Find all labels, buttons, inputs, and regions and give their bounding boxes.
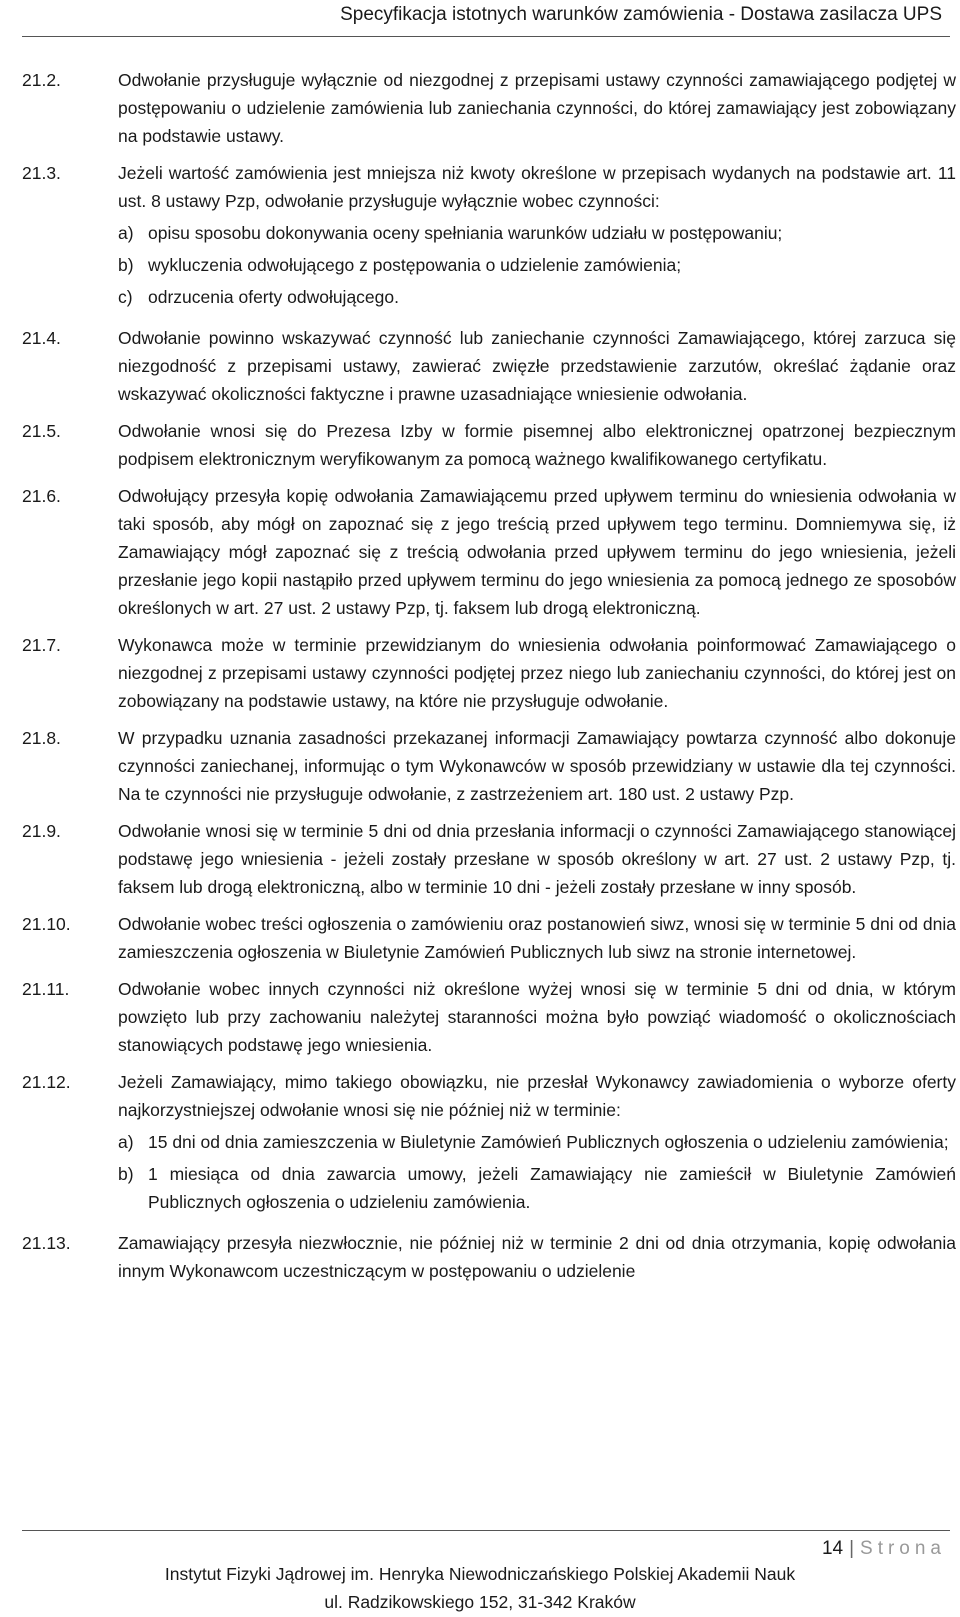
section-body [118,631,956,715]
section-body [118,324,956,408]
section-number: 21.10. [22,914,71,934]
sub-item [118,251,956,279]
section-text: Zamawiający przesyła niezwłocznie, nie później niż w terminie 2 dni od dnia otrzymania, kopię odwołania innym Wykonawcom uczestniczącym w postępowaniu o udzielenie [118,1233,956,1281]
section-text: Jeżeli wartość zamówienia jest mniejsza niż kwoty określone w przepisach wydanych na podstawie art. 11 ust. 8 ustawy Pzp, odwołanie przysługuje wyłącznie wobec czynności: [118,163,956,211]
section-number: 21.6. [22,486,61,506]
section-text: Odwołujący przesyła kopię odwołania Zamawiającemu przed upływem terminu do wniesienia odwołania w taki sposób, aby mógł on zapoznać się z jego treścią przed upływem tego terminu. Domniemywa się, iż Zamawiający mógł zapoznać się z treścią odwołania przed upływem terminu do jego wniesienia, jeżeli przesłanie jego kopii nastąpiło przed upływem terminu do jego wniesienia za pomocą jednego ze sposobów określonych w art. 27 ust. 2 ustawy Pzp, tj. faksem lub drogą elektroniczną. [118,486,956,618]
section-number: 21.3. [22,163,61,183]
sub-item-text: odrzucenia oferty odwołującego. [148,287,399,307]
section-body [118,724,956,808]
page-number-block [822,1538,946,1560]
section-item [22,631,956,715]
section-number: 21.9. [22,821,61,841]
section-body [118,417,956,473]
section-number: 21.11. [22,979,70,999]
section-body [118,66,956,150]
section-number: 21.8. [22,728,61,748]
page-separator: | [849,1538,855,1559]
sub-item-text: 1 miesiąca od dnia zawarcia umowy, jeżeli Zamawiający nie zamieścił w Biuletynie Zamówień Publicznych ogłoszenia o udzieleniu zamówienia. [148,1164,956,1212]
section-text: Odwołanie przysługuje wyłącznie od niezgodnej z przepisami ustawy czynności zamawiającego podjętej w postępowaniu o udzielenie zamówienia lub zaniechania czynności, do której zamawiający jest zobowiązany na podstawie ustawy. [118,70,956,146]
sub-item [118,219,956,247]
section-text: Jeżeli Zamawiający, mimo takiego obowiązku, nie przesłał Wykonawcy zawiadomienia o wyborze oferty najkorzystniejszej odwołanie wnosi się nie później niż w terminie: [118,1072,956,1120]
page-number: 14 [821,1538,844,1559]
sub-item [118,283,956,311]
section-number: 21.2. [22,70,61,90]
section-text: Wykonawca może w terminie przewidzianym do wniesienia odwołania poinformować Zamawiającego o niezgodnej z przepisami ustawy czynności podjętej przez niego lub zaniechaniu czynności, do której jest on zobowiązany na podstawie ustawy, na które nie przysługuje odwołanie. [118,635,956,711]
document-body [22,66,956,1294]
section-number: 21.4. [22,328,61,348]
section-text: Odwołanie wnosi się do Prezesa Izby w formie pisemnej albo elektronicznej opatrzonej bezpiecznym podpisem elektronicznym weryfikowanym za pomocą ważnego kwalifikowanego certyfikatu. [118,421,956,469]
section-number: 21.7. [22,635,61,655]
page-header [0,0,960,38]
sub-item [118,1128,956,1156]
sub-item-text: opisu sposobu dokonywania oceny spełniania warunków udziału w postępowaniu; [148,223,783,243]
document-title: Specyfikacja istotnych warunków zamówienia - Dostawa zasilacza UPS [340,4,942,25]
section-text: Odwołanie wnosi się w terminie 5 dni od dnia przesłania informacji o czynności Zamawiającego stanowiącej podstawę jego wniesienia - jeżeli zostały przesłane w sposób określony w art. 27 ust. 2 ustawy Pzp, tj. faksem lub drogą elektroniczną, albo w terminie 10 dni - jeżeli zostały przesłane w inny sposób. [118,821,956,897]
sub-item-text: wykluczenia odwołującego z postępowania o udzielenie zamówienia; [148,255,682,275]
institution-name: Instytut Fizyki Jądrowej im. Henryka Niewodniczańskiego Polskiej Akademii Nauk [164,1564,796,1584]
section-item [22,1229,956,1285]
header-divider [22,36,950,37]
section-item [22,66,956,150]
section-number: 21.12. [22,1072,71,1092]
section-body [118,482,956,622]
section-item [22,324,956,408]
page-label: Strona [860,1538,946,1559]
section-item [22,482,956,622]
section-body [118,159,956,315]
section-text: Odwołanie wobec innych czynności niż określone wyżej wnosi się w terminie 5 dni od dnia, w którym powzięto lub przy zachowaniu należytej staranności można było powziąć wiadomość o okolicznościach stanowiących podstawę jego wniesienia. [118,979,956,1055]
sub-item-label: a) [118,1132,134,1152]
section-body [118,817,956,901]
institution-address: ul. Radzikowskiego 152, 31-342 Kraków [324,1592,636,1612]
section-item [22,910,956,966]
sub-item-label: c) [118,287,133,307]
section-body [118,1229,956,1285]
section-item [22,724,956,808]
section-text: Odwołanie powinno wskazywać czynność lub zaniechanie czynności Zamawiającego, której zarzuca się niezgodność z przepisami ustawy, zawierać zwięzłe przedstawienie zarzutów, określać żądanie oraz wskazywać okoliczności faktyczne i prawne uzasadniające wniesienie odwołania. [118,328,956,404]
section-body [118,910,956,966]
section-item [22,1068,956,1220]
section-number: 21.13. [22,1233,71,1253]
section-item [22,975,956,1059]
footer-divider [22,1530,950,1531]
sub-item-label: b) [118,1164,134,1184]
section-body [118,1068,956,1220]
section-item [22,159,956,315]
section-number: 21.5. [22,421,61,441]
sub-item-text: 15 dni od dnia zamieszczenia w Biuletynie Zamówień Publicznych ogłoszenia o udzieleniu zamówienia; [148,1132,949,1152]
section-item [22,817,956,901]
sub-item [118,1160,956,1216]
section-body [118,975,956,1059]
section-text: Odwołanie wobec treści ogłoszenia o zamówieniu oraz postanowień siwz, wnosi się w terminie 5 dni od dnia zamieszczenia ogłoszenia w Biuletynie Zamówień Publicznych lub siwz na stronie internetowej. [118,914,956,962]
section-text: W przypadku uznania zasadności przekazanej informacji Zamawiający powtarza czynność albo dokonuje czynności zaniechanej, informując o tym Wykonawców w sposób przewidziany w ustawie dla tej czynności. Na te czynności nie przysługuje odwołanie, z zastrzeżeniem art. 180 ust. 2 ustawy Pzp. [118,728,956,804]
sub-item-label: b) [118,255,134,275]
sub-item-label: a) [118,223,134,243]
section-item [22,417,956,473]
